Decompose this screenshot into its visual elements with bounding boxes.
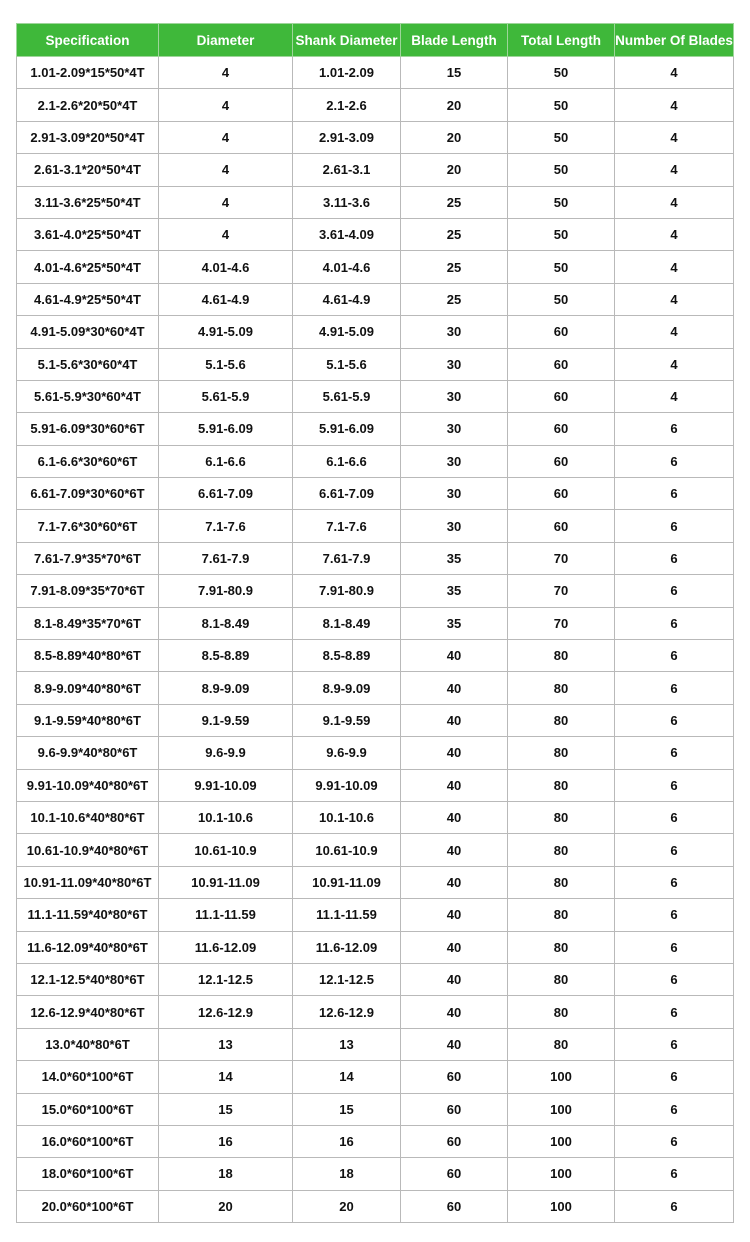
- table-row: [17, 1158, 734, 1190]
- cell-diameter: 5.91-6.09: [159, 413, 293, 445]
- cell-total-length: 60: [508, 510, 615, 542]
- cell-blade-length: 30: [401, 380, 508, 412]
- cell-total-length: 50: [508, 251, 615, 283]
- table-row: [17, 1028, 734, 1060]
- cell-blade-length: 40: [401, 737, 508, 769]
- cell-diameter: 4.91-5.09: [159, 316, 293, 348]
- cell-total-length: 50: [508, 283, 615, 315]
- table-row: [17, 1190, 734, 1222]
- cell-number-of-blades: 4: [615, 316, 734, 348]
- cell-specification: 10.91-11.09*40*80*6T: [17, 866, 159, 898]
- cell-total-length: 60: [508, 478, 615, 510]
- cell-total-length: 80: [508, 996, 615, 1028]
- cell-blade-length: 20: [401, 121, 508, 153]
- cell-shank-diameter: 8.1-8.49: [293, 607, 401, 639]
- cell-shank-diameter: 10.61-10.9: [293, 834, 401, 866]
- cell-blade-length: 40: [401, 801, 508, 833]
- cell-number-of-blades: 6: [615, 478, 734, 510]
- cell-shank-diameter: 20: [293, 1190, 401, 1222]
- cell-blade-length: 30: [401, 413, 508, 445]
- cell-diameter: 4.61-4.9: [159, 283, 293, 315]
- cell-diameter: 10.1-10.6: [159, 801, 293, 833]
- cell-blade-length: 30: [401, 510, 508, 542]
- cell-shank-diameter: 12.1-12.5: [293, 963, 401, 995]
- cell-shank-diameter: 4.01-4.6: [293, 251, 401, 283]
- table-row: [17, 931, 734, 963]
- cell-diameter: 4: [159, 57, 293, 89]
- cell-total-length: 60: [508, 380, 615, 412]
- cell-shank-diameter: 8.9-9.09: [293, 672, 401, 704]
- cell-diameter: 13: [159, 1028, 293, 1060]
- cell-specification: 8.5-8.89*40*80*6T: [17, 640, 159, 672]
- cell-shank-diameter: 12.6-12.9: [293, 996, 401, 1028]
- cell-specification: 5.91-6.09*30*60*6T: [17, 413, 159, 445]
- cell-number-of-blades: 6: [615, 413, 734, 445]
- cell-shank-diameter: 11.6-12.09: [293, 931, 401, 963]
- cell-diameter: 4: [159, 154, 293, 186]
- cell-number-of-blades: 6: [615, 996, 734, 1028]
- cell-specification: 4.01-4.6*25*50*4T: [17, 251, 159, 283]
- cell-diameter: 20: [159, 1190, 293, 1222]
- table-row: [17, 769, 734, 801]
- cell-total-length: 70: [508, 542, 615, 574]
- cell-blade-length: 40: [401, 672, 508, 704]
- cell-diameter: 10.91-11.09: [159, 866, 293, 898]
- cell-shank-diameter: 3.61-4.09: [293, 218, 401, 250]
- cell-specification: 4.61-4.9*25*50*4T: [17, 283, 159, 315]
- table-row: [17, 283, 734, 315]
- cell-diameter: 8.1-8.49: [159, 607, 293, 639]
- cell-specification: 18.0*60*100*6T: [17, 1158, 159, 1190]
- cell-number-of-blades: 4: [615, 57, 734, 89]
- cell-diameter: 14: [159, 1061, 293, 1093]
- cell-number-of-blades: 6: [615, 931, 734, 963]
- cell-shank-diameter: 7.91-80.9: [293, 575, 401, 607]
- table-row: [17, 607, 734, 639]
- cell-diameter: 4: [159, 218, 293, 250]
- cell-shank-diameter: 13: [293, 1028, 401, 1060]
- cell-total-length: 80: [508, 963, 615, 995]
- cell-shank-diameter: 1.01-2.09: [293, 57, 401, 89]
- cell-diameter: 16: [159, 1125, 293, 1157]
- table-row: [17, 963, 734, 995]
- cell-shank-diameter: 11.1-11.59: [293, 899, 401, 931]
- cell-diameter: 8.5-8.89: [159, 640, 293, 672]
- cell-shank-diameter: 7.61-7.9: [293, 542, 401, 574]
- cell-diameter: 5.61-5.9: [159, 380, 293, 412]
- cell-total-length: 100: [508, 1093, 615, 1125]
- cell-diameter: 9.6-9.9: [159, 737, 293, 769]
- header-row: [17, 24, 734, 57]
- table-row: [17, 251, 734, 283]
- table-row: [17, 575, 734, 607]
- cell-number-of-blades: 4: [615, 121, 734, 153]
- column-header-number-of-blades: Number Of Blades: [615, 24, 734, 57]
- column-header-blade-length: Blade Length: [401, 24, 508, 57]
- cell-blade-length: 30: [401, 348, 508, 380]
- cell-specification: 12.6-12.9*40*80*6T: [17, 996, 159, 1028]
- cell-number-of-blades: 6: [615, 575, 734, 607]
- cell-blade-length: 60: [401, 1093, 508, 1125]
- cell-total-length: 80: [508, 801, 615, 833]
- cell-diameter: 11.6-12.09: [159, 931, 293, 963]
- cell-specification: 2.91-3.09*20*50*4T: [17, 121, 159, 153]
- cell-number-of-blades: 6: [615, 640, 734, 672]
- cell-total-length: 100: [508, 1125, 615, 1157]
- cell-diameter: 9.91-10.09: [159, 769, 293, 801]
- cell-shank-diameter: 16: [293, 1125, 401, 1157]
- cell-total-length: 100: [508, 1158, 615, 1190]
- cell-number-of-blades: 6: [615, 834, 734, 866]
- cell-blade-length: 60: [401, 1190, 508, 1222]
- cell-total-length: 60: [508, 316, 615, 348]
- table-row: [17, 154, 734, 186]
- cell-total-length: 80: [508, 769, 615, 801]
- cell-total-length: 50: [508, 154, 615, 186]
- cell-number-of-blades: 6: [615, 704, 734, 736]
- cell-shank-diameter: 4.61-4.9: [293, 283, 401, 315]
- table-row: [17, 348, 734, 380]
- cell-total-length: 50: [508, 186, 615, 218]
- cell-total-length: 80: [508, 672, 615, 704]
- cell-number-of-blades: 6: [615, 1028, 734, 1060]
- cell-shank-diameter: 10.1-10.6: [293, 801, 401, 833]
- cell-specification: 5.1-5.6*30*60*4T: [17, 348, 159, 380]
- cell-blade-length: 25: [401, 283, 508, 315]
- cell-specification: 11.6-12.09*40*80*6T: [17, 931, 159, 963]
- table-row: [17, 380, 734, 412]
- cell-blade-length: 30: [401, 478, 508, 510]
- cell-diameter: 4: [159, 89, 293, 121]
- table-row: [17, 510, 734, 542]
- cell-blade-length: 60: [401, 1125, 508, 1157]
- cell-specification: 3.11-3.6*25*50*4T: [17, 186, 159, 218]
- cell-specification: 16.0*60*100*6T: [17, 1125, 159, 1157]
- cell-total-length: 80: [508, 1028, 615, 1060]
- cell-diameter: 12.6-12.9: [159, 996, 293, 1028]
- table-row: [17, 899, 734, 931]
- cell-diameter: 7.1-7.6: [159, 510, 293, 542]
- cell-total-length: 60: [508, 445, 615, 477]
- cell-number-of-blades: 6: [615, 542, 734, 574]
- cell-total-length: 50: [508, 57, 615, 89]
- cell-blade-length: 40: [401, 963, 508, 995]
- table-row: [17, 413, 734, 445]
- cell-diameter: 8.9-9.09: [159, 672, 293, 704]
- cell-total-length: 50: [508, 121, 615, 153]
- cell-total-length: 100: [508, 1061, 615, 1093]
- cell-blade-length: 15: [401, 57, 508, 89]
- cell-number-of-blades: 6: [615, 607, 734, 639]
- cell-number-of-blades: 6: [615, 510, 734, 542]
- cell-shank-diameter: 5.91-6.09: [293, 413, 401, 445]
- table-row: [17, 89, 734, 121]
- cell-blade-length: 60: [401, 1158, 508, 1190]
- cell-shank-diameter: 10.91-11.09: [293, 866, 401, 898]
- cell-specification: 12.1-12.5*40*80*6T: [17, 963, 159, 995]
- table-row: [17, 801, 734, 833]
- cell-blade-length: 40: [401, 931, 508, 963]
- cell-specification: 14.0*60*100*6T: [17, 1061, 159, 1093]
- cell-specification: 8.9-9.09*40*80*6T: [17, 672, 159, 704]
- cell-diameter: 18: [159, 1158, 293, 1190]
- table-row: [17, 640, 734, 672]
- cell-blade-length: 30: [401, 445, 508, 477]
- cell-diameter: 4.01-4.6: [159, 251, 293, 283]
- cell-diameter: 6.61-7.09: [159, 478, 293, 510]
- cell-blade-length: 30: [401, 316, 508, 348]
- cell-number-of-blades: 4: [615, 348, 734, 380]
- cell-shank-diameter: 18: [293, 1158, 401, 1190]
- cell-shank-diameter: 15: [293, 1093, 401, 1125]
- cell-blade-length: 35: [401, 575, 508, 607]
- table-row: [17, 218, 734, 250]
- cell-total-length: 80: [508, 931, 615, 963]
- cell-specification: 7.61-7.9*35*70*6T: [17, 542, 159, 574]
- cell-shank-diameter: 6.61-7.09: [293, 478, 401, 510]
- cell-shank-diameter: 5.61-5.9: [293, 380, 401, 412]
- cell-blade-length: 25: [401, 218, 508, 250]
- cell-diameter: 5.1-5.6: [159, 348, 293, 380]
- cell-shank-diameter: 6.1-6.6: [293, 445, 401, 477]
- cell-number-of-blades: 6: [615, 963, 734, 995]
- cell-diameter: 7.61-7.9: [159, 542, 293, 574]
- cell-number-of-blades: 6: [615, 445, 734, 477]
- cell-specification: 9.91-10.09*40*80*6T: [17, 769, 159, 801]
- cell-blade-length: 40: [401, 996, 508, 1028]
- cell-number-of-blades: 4: [615, 218, 734, 250]
- table-row: [17, 1125, 734, 1157]
- cell-blade-length: 40: [401, 769, 508, 801]
- cell-specification: 9.1-9.59*40*80*6T: [17, 704, 159, 736]
- cell-specification: 6.61-7.09*30*60*6T: [17, 478, 159, 510]
- table-row: [17, 866, 734, 898]
- cell-specification: 15.0*60*100*6T: [17, 1093, 159, 1125]
- cell-blade-length: 20: [401, 154, 508, 186]
- specification-table: [16, 23, 734, 1223]
- cell-shank-diameter: 3.11-3.6: [293, 186, 401, 218]
- cell-number-of-blades: 6: [615, 1125, 734, 1157]
- cell-blade-length: 40: [401, 866, 508, 898]
- cell-blade-length: 40: [401, 1028, 508, 1060]
- cell-blade-length: 35: [401, 542, 508, 574]
- cell-specification: 6.1-6.6*30*60*6T: [17, 445, 159, 477]
- cell-blade-length: 20: [401, 89, 508, 121]
- cell-total-length: 80: [508, 899, 615, 931]
- cell-specification: 2.1-2.6*20*50*4T: [17, 89, 159, 121]
- table-row: [17, 996, 734, 1028]
- cell-shank-diameter: 5.1-5.6: [293, 348, 401, 380]
- table-row: [17, 57, 734, 89]
- table-row: [17, 121, 734, 153]
- cell-blade-length: 40: [401, 640, 508, 672]
- cell-total-length: 60: [508, 413, 615, 445]
- cell-total-length: 80: [508, 834, 615, 866]
- cell-number-of-blades: 6: [615, 1190, 734, 1222]
- cell-shank-diameter: 2.1-2.6: [293, 89, 401, 121]
- cell-diameter: 11.1-11.59: [159, 899, 293, 931]
- cell-total-length: 50: [508, 89, 615, 121]
- cell-specification: 9.6-9.9*40*80*6T: [17, 737, 159, 769]
- cell-total-length: 70: [508, 575, 615, 607]
- table-row: [17, 1093, 734, 1125]
- cell-number-of-blades: 6: [615, 1093, 734, 1125]
- cell-specification: 1.01-2.09*15*50*4T: [17, 57, 159, 89]
- cell-specification: 3.61-4.0*25*50*4T: [17, 218, 159, 250]
- cell-blade-length: 25: [401, 251, 508, 283]
- cell-shank-diameter: 9.6-9.9: [293, 737, 401, 769]
- cell-blade-length: 35: [401, 607, 508, 639]
- column-header-total-length: Total Length: [508, 24, 615, 57]
- cell-shank-diameter: 9.91-10.09: [293, 769, 401, 801]
- cell-specification: 4.91-5.09*30*60*4T: [17, 316, 159, 348]
- cell-number-of-blades: 4: [615, 89, 734, 121]
- cell-number-of-blades: 4: [615, 283, 734, 315]
- cell-number-of-blades: 4: [615, 154, 734, 186]
- cell-shank-diameter: 2.61-3.1: [293, 154, 401, 186]
- cell-blade-length: 40: [401, 899, 508, 931]
- cell-number-of-blades: 6: [615, 769, 734, 801]
- table-row: [17, 1061, 734, 1093]
- cell-number-of-blades: 6: [615, 899, 734, 931]
- cell-shank-diameter: 2.91-3.09: [293, 121, 401, 153]
- cell-blade-length: 40: [401, 704, 508, 736]
- column-header-specification: Specification: [17, 24, 159, 57]
- cell-number-of-blades: 6: [615, 737, 734, 769]
- cell-number-of-blades: 6: [615, 672, 734, 704]
- cell-number-of-blades: 6: [615, 1158, 734, 1190]
- cell-specification: 5.61-5.9*30*60*4T: [17, 380, 159, 412]
- table-row: [17, 704, 734, 736]
- cell-number-of-blades: 6: [615, 1061, 734, 1093]
- cell-blade-length: 40: [401, 834, 508, 866]
- cell-specification: 7.91-8.09*35*70*6T: [17, 575, 159, 607]
- table-row: [17, 316, 734, 348]
- cell-number-of-blades: 6: [615, 801, 734, 833]
- table-body: [17, 57, 734, 1223]
- cell-shank-diameter: 8.5-8.89: [293, 640, 401, 672]
- cell-shank-diameter: 4.91-5.09: [293, 316, 401, 348]
- cell-shank-diameter: 7.1-7.6: [293, 510, 401, 542]
- cell-diameter: 7.91-80.9: [159, 575, 293, 607]
- cell-shank-diameter: 14: [293, 1061, 401, 1093]
- cell-number-of-blades: 4: [615, 186, 734, 218]
- cell-specification: 20.0*60*100*6T: [17, 1190, 159, 1222]
- cell-total-length: 100: [508, 1190, 615, 1222]
- table-row: [17, 834, 734, 866]
- column-header-shank-diameter: Shank Diameter: [293, 24, 401, 57]
- cell-total-length: 70: [508, 607, 615, 639]
- table-row: [17, 542, 734, 574]
- cell-specification: 13.0*40*80*6T: [17, 1028, 159, 1060]
- table-row: [17, 445, 734, 477]
- cell-diameter: 6.1-6.6: [159, 445, 293, 477]
- cell-diameter: 10.61-10.9: [159, 834, 293, 866]
- cell-specification: 10.61-10.9*40*80*6T: [17, 834, 159, 866]
- cell-total-length: 80: [508, 640, 615, 672]
- column-header-diameter: Diameter: [159, 24, 293, 57]
- cell-number-of-blades: 4: [615, 380, 734, 412]
- cell-diameter: 4: [159, 186, 293, 218]
- cell-total-length: 50: [508, 218, 615, 250]
- table-row: [17, 478, 734, 510]
- cell-diameter: 4: [159, 121, 293, 153]
- cell-shank-diameter: 9.1-9.59: [293, 704, 401, 736]
- cell-specification: 2.61-3.1*20*50*4T: [17, 154, 159, 186]
- cell-number-of-blades: 4: [615, 251, 734, 283]
- cell-blade-length: 25: [401, 186, 508, 218]
- cell-specification: 8.1-8.49*35*70*6T: [17, 607, 159, 639]
- cell-specification: 7.1-7.6*30*60*6T: [17, 510, 159, 542]
- cell-blade-length: 60: [401, 1061, 508, 1093]
- table-row: [17, 186, 734, 218]
- cell-total-length: 80: [508, 866, 615, 898]
- cell-number-of-blades: 6: [615, 866, 734, 898]
- cell-specification: 10.1-10.6*40*80*6T: [17, 801, 159, 833]
- cell-diameter: 15: [159, 1093, 293, 1125]
- cell-diameter: 12.1-12.5: [159, 963, 293, 995]
- table-row: [17, 672, 734, 704]
- table-row: [17, 737, 734, 769]
- cell-total-length: 80: [508, 704, 615, 736]
- cell-total-length: 80: [508, 737, 615, 769]
- cell-total-length: 60: [508, 348, 615, 380]
- cell-diameter: 9.1-9.59: [159, 704, 293, 736]
- table-header: [17, 24, 734, 57]
- cell-specification: 11.1-11.59*40*80*6T: [17, 899, 159, 931]
